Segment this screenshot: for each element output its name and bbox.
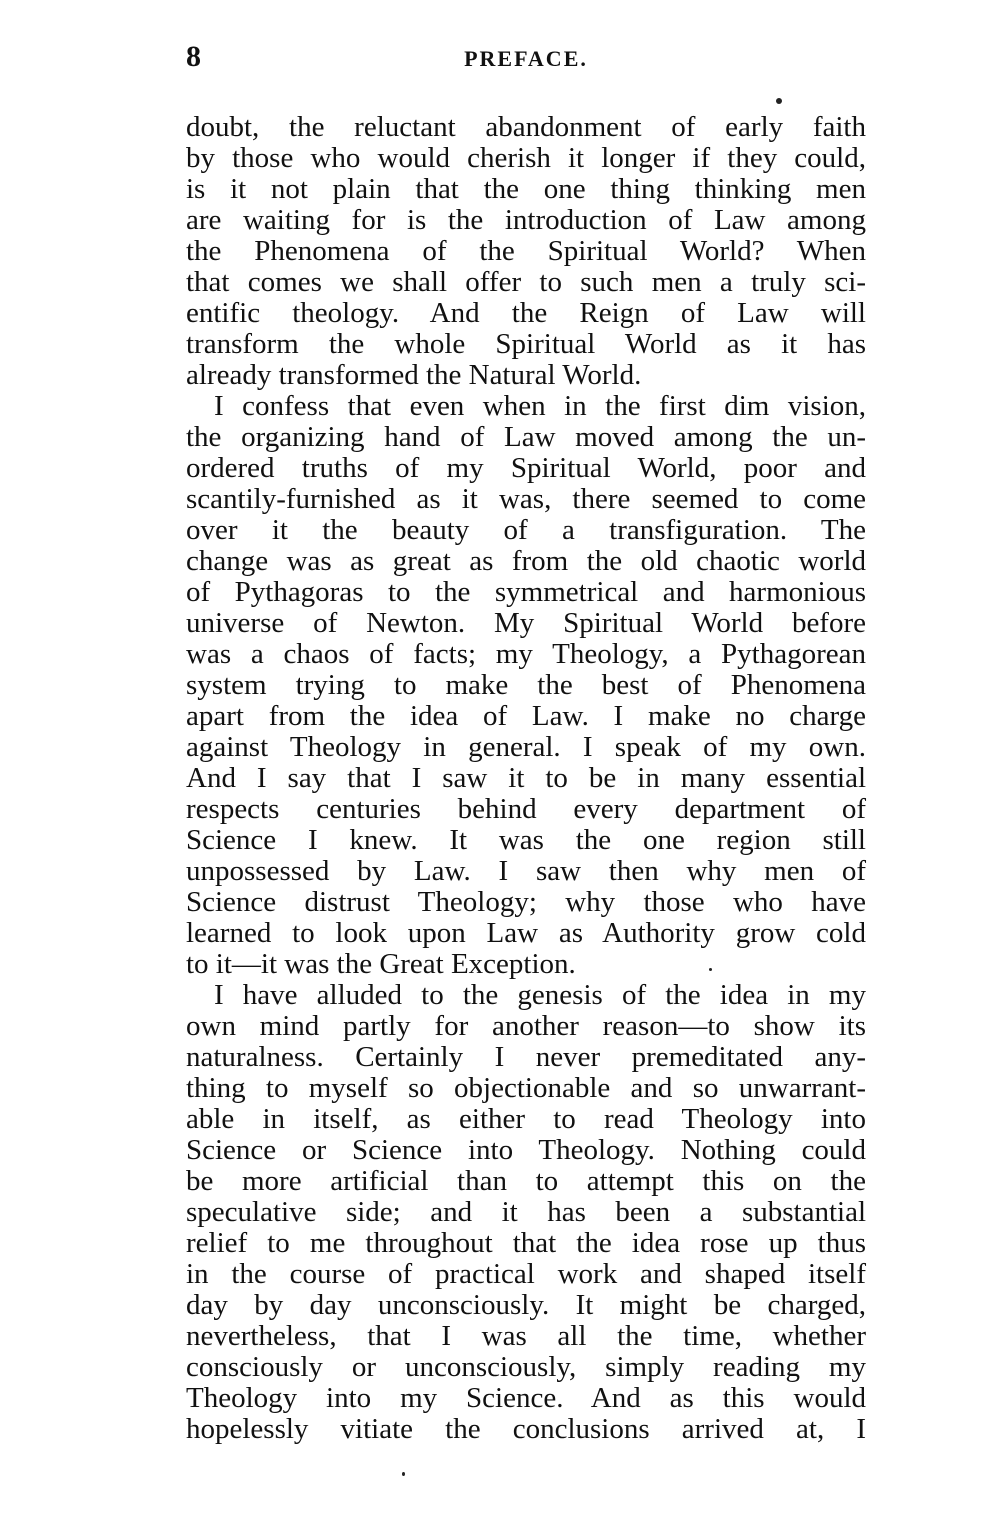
page-number: 8 [186,40,201,73]
text-line: the organizing hand of Law moved among the un- [186,421,866,453]
text-line: ordered truths of my Spiritual World, poor and [186,452,866,484]
paragraph [186,112,866,391]
text-line: learned to look upon Law as Authority grow cold [186,917,866,949]
body-text [186,112,866,1445]
text-line: naturalness. Certainly I never premeditated any- [186,1041,866,1073]
text-line: I confess that even when in the first dim vision, [214,390,866,422]
running-head: PREFACE. [464,46,588,71]
text-line: change was as great as from the old chaotic world [186,545,866,577]
print-speck [402,1472,405,1476]
text-line: Science or Science into Theology. Nothing could [186,1134,866,1166]
text-line: Theology into my Science. And as this would [186,1382,866,1414]
print-speck [709,968,712,971]
text-line: Science I knew. It was the one region still [186,824,866,856]
text-line: respects centuries behind every department of [186,793,866,825]
text-line: hopelessly vitiate the conclusions arrived at, I [186,1413,866,1445]
text-line: was a chaos of facts; my Theology, a Pythagorean [186,638,866,670]
text-line: already transformed the Natural World. [186,359,642,391]
paragraph [186,391,866,980]
text-line: system trying to make the best of Phenomena [186,669,866,701]
text-line: the Phenomena of the Spiritual World? When [186,235,866,267]
text-line: consciously or unconsciously, simply reading my [186,1351,866,1383]
text-line: able in itself, as either to read Theology into [186,1103,866,1135]
text-line: transform the whole Spiritual World as it has [186,328,866,360]
text-line: scantily-furnished as it was, there seemed to come [186,483,866,515]
text-line: apart from the idea of Law. I make no charge [186,700,866,732]
text-line: thing to myself so objectionable and so unwarrant- [186,1072,866,1104]
print-speck [776,98,782,104]
text-line: nevertheless, that I was all the time, whether [186,1320,866,1352]
text-line: speculative side; and it has been a substantial [186,1196,866,1228]
text-line: Science distrust Theology; why those who have [186,886,866,918]
text-line: to it—it was the Great Exception. [186,948,576,980]
text-line: against Theology in general. I speak of my own. [186,731,866,763]
text-line: own mind partly for another reason—to show its [186,1010,866,1042]
text-line: over it the beauty of a transfiguration. The [186,514,866,546]
text-line: are waiting for is the introduction of Law among [186,204,866,236]
text-line: entific theology. And the Reign of Law will [186,297,866,329]
text-line: in the course of practical work and shaped itself [186,1258,866,1290]
page-header [186,40,866,80]
text-line: that comes we shall offer to such men a truly sci- [186,266,866,298]
text-line: day by day unconsciously. It might be charged, [186,1289,866,1321]
text-line: is it not plain that the one thing thinking men [186,173,866,205]
text-line: universe of Newton. My Spiritual World before [186,607,866,639]
text-line: be more artificial than to attempt this on the [186,1165,866,1197]
text-line: And I say that I saw it to be in many essential [186,762,866,794]
text-line: by those who would cherish it longer if they could, [186,142,866,174]
text-line: relief to me throughout that the idea rose up thus [186,1227,866,1259]
text-line: unpossessed by Law. I saw then why men of [186,855,866,887]
text-line: I have alluded to the genesis of the idea in my [214,979,866,1011]
text-line: of Pythagoras to the symmetrical and harmonious [186,576,866,608]
text-line: doubt, the reluctant abandonment of early faith [186,111,866,143]
paragraph [186,980,866,1445]
